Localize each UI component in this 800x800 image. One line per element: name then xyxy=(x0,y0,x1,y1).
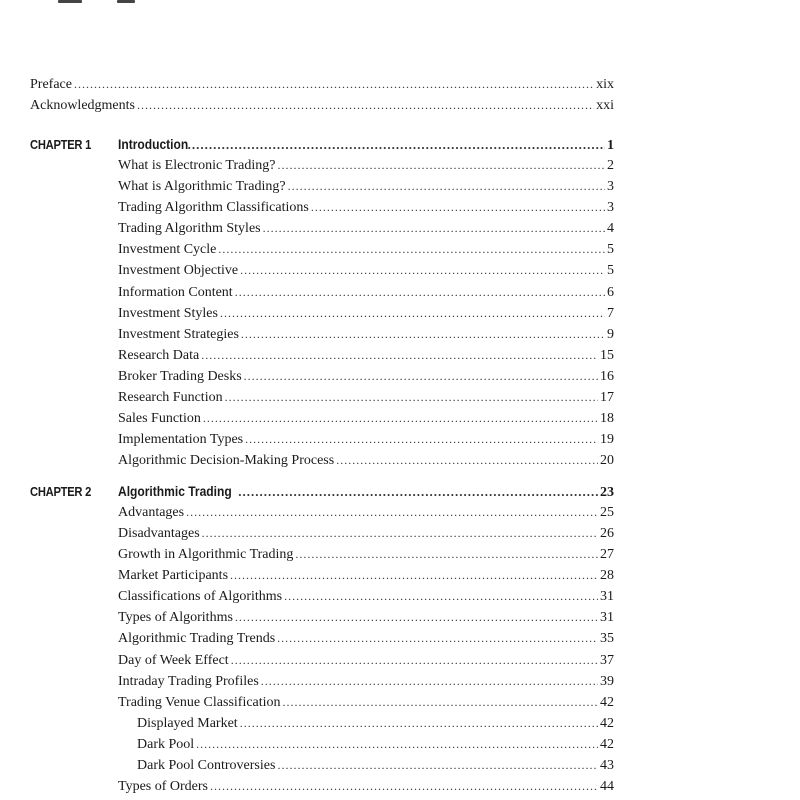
chapter-label: CHAPTER 2 xyxy=(30,484,92,499)
toc-entry[interactable] xyxy=(118,565,614,586)
toc-entry-page: xxi xyxy=(596,98,614,113)
toc-entry-title: Disadvantages xyxy=(118,526,200,541)
dot-leader xyxy=(238,481,598,503)
dot-leader xyxy=(74,74,594,95)
dot-leader xyxy=(277,628,598,649)
dot-leader xyxy=(188,134,605,156)
toc-entry-page: 20 xyxy=(600,453,614,468)
toc-entry-title: Implementation Types xyxy=(118,432,244,447)
toc-entry-title: What is Electronic Trading? xyxy=(118,158,276,173)
toc-entry[interactable] xyxy=(118,387,614,408)
toc-entry[interactable] xyxy=(118,218,614,239)
toc-entry-title: Day of Week Effect xyxy=(118,653,229,668)
dot-leader xyxy=(186,502,598,523)
toc-entry[interactable] xyxy=(118,650,614,671)
dot-leader xyxy=(203,408,598,429)
toc-entry[interactable] xyxy=(118,776,614,797)
toc-entry-page: 27 xyxy=(600,547,614,562)
toc-entry-title: Research Function xyxy=(118,390,223,405)
toc-entry[interactable] xyxy=(118,607,614,628)
dot-leader xyxy=(202,523,598,544)
toc-entry-page: xix xyxy=(596,77,614,92)
toc-entry[interactable] xyxy=(118,502,614,523)
dot-leader xyxy=(311,197,605,218)
toc-entry-page: 9 xyxy=(607,327,614,342)
toc-entry-title: Types of Algorithms xyxy=(118,610,233,625)
toc-entry-title: Investment Objective xyxy=(118,263,239,278)
chapter-title: Algorithmic Trading xyxy=(118,483,232,499)
dot-leader xyxy=(295,544,598,565)
toc-entry-page: 42 xyxy=(600,695,614,710)
toc-entry-title: Dark Pool Controversies xyxy=(137,758,276,773)
toc-entry[interactable] xyxy=(118,282,614,303)
toc-entry-title: Intraday Trading Profiles xyxy=(118,674,259,689)
dot-leader xyxy=(230,565,598,586)
dot-leader xyxy=(241,324,605,345)
toc-subentry[interactable] xyxy=(137,734,614,755)
toc-entry-page: 42 xyxy=(600,716,614,731)
toc-entry-page: 7 xyxy=(607,306,614,321)
dot-leader xyxy=(263,218,605,239)
toc-entry-page: 3 xyxy=(607,179,614,194)
toc-entry-title: Classifications of Algorithms xyxy=(118,589,283,604)
toc-entry[interactable] xyxy=(118,544,614,565)
toc-entry[interactable] xyxy=(118,345,614,366)
toc-entry-page: 37 xyxy=(600,653,614,668)
toc-entry-preface[interactable] xyxy=(30,74,614,95)
toc-entry-title: Growth in Algorithmic Trading xyxy=(118,547,294,562)
dot-leader xyxy=(235,607,598,628)
toc-entry-title: Preface xyxy=(30,77,72,92)
toc-entry-title: Trading Algorithm Classifications xyxy=(118,200,309,215)
toc-entry[interactable] xyxy=(118,366,614,387)
toc-entry[interactable] xyxy=(118,197,614,218)
dot-leader xyxy=(225,387,598,408)
toc-entry[interactable] xyxy=(118,671,614,692)
toc-entry-title: Sales Function xyxy=(118,411,201,426)
toc-entry-title: Trading Venue Classification xyxy=(118,695,281,710)
chapter-heading-1[interactable] xyxy=(30,133,614,155)
dot-leader xyxy=(240,260,605,281)
dot-leader xyxy=(277,155,605,176)
chapter-page: 1 xyxy=(607,138,614,153)
toc-entry-title: Algorithmic Trading Trends xyxy=(118,631,276,646)
toc-entry-page: 44 xyxy=(600,779,614,794)
toc-entry-title: Broker Trading Desks xyxy=(118,369,242,384)
toc-entry-title: Advantages xyxy=(118,505,185,520)
toc-entry[interactable] xyxy=(118,628,614,649)
toc-entry[interactable] xyxy=(118,692,614,713)
dot-leader xyxy=(336,450,598,471)
toc-subentry[interactable] xyxy=(137,713,614,734)
toc-entry-title: What is Algorithmic Trading? xyxy=(118,179,286,194)
toc-entry-page: 16 xyxy=(600,369,614,384)
toc-entry-page: 2 xyxy=(607,158,614,173)
header-remnant xyxy=(117,0,135,3)
toc-entry-acknowledgments[interactable] xyxy=(30,95,614,116)
chapter-title: Introduction xyxy=(118,136,189,152)
header-remnant xyxy=(58,0,82,3)
toc-entry-page: 39 xyxy=(600,674,614,689)
toc-entry-page: 26 xyxy=(600,526,614,541)
toc-entry-title: Acknowledgments xyxy=(30,98,135,113)
toc-entry-title: Trading Algorithm Styles xyxy=(118,221,261,236)
dot-leader xyxy=(210,776,598,797)
dot-leader xyxy=(261,671,598,692)
dot-leader xyxy=(277,755,598,776)
toc-entry[interactable] xyxy=(118,523,614,544)
toc-entry[interactable] xyxy=(118,239,614,260)
toc-entry-page: 42 xyxy=(600,737,614,752)
toc-entry-title: Information Content xyxy=(118,285,233,300)
toc-entry-page: 6 xyxy=(607,285,614,300)
toc-entry-page: 31 xyxy=(600,589,614,604)
dot-leader xyxy=(220,303,605,324)
dot-leader xyxy=(245,429,598,450)
toc-entry-page: 5 xyxy=(607,242,614,257)
toc-entry-title: Research Data xyxy=(118,348,200,363)
dot-leader xyxy=(244,366,598,387)
toc-entry-page: 31 xyxy=(600,610,614,625)
dot-leader xyxy=(137,95,594,116)
dot-leader xyxy=(283,692,598,713)
toc-entry[interactable] xyxy=(118,586,614,607)
toc-entry[interactable] xyxy=(118,429,614,450)
toc-entry-page: 18 xyxy=(600,411,614,426)
dot-leader xyxy=(196,734,598,755)
dot-leader xyxy=(240,713,598,734)
toc-entry-page: 17 xyxy=(600,390,614,405)
toc-entry-title: Types of Orders xyxy=(118,779,208,794)
toc-entry-page: 25 xyxy=(600,505,614,520)
dot-leader xyxy=(288,176,605,197)
dot-leader xyxy=(235,282,605,303)
toc-entry-title: Investment Strategies xyxy=(118,327,239,342)
toc-entry[interactable] xyxy=(118,408,614,429)
toc-entry-page: 28 xyxy=(600,568,614,583)
toc-entry[interactable] xyxy=(118,303,614,324)
toc-entry-page: 5 xyxy=(607,263,614,278)
dot-leader xyxy=(284,586,598,607)
dot-leader xyxy=(218,239,605,260)
chapter-label: CHAPTER 1 xyxy=(30,137,92,152)
toc-entry-title: Displayed Market xyxy=(137,716,238,731)
toc-entry-page: 3 xyxy=(607,200,614,215)
toc-entry-title: Investment Cycle xyxy=(118,242,217,257)
toc-entry[interactable] xyxy=(118,155,614,176)
toc-entry-page: 35 xyxy=(600,631,614,646)
toc-entry-title: Dark Pool xyxy=(137,737,195,752)
toc-entry-page: 43 xyxy=(600,758,614,773)
toc-entry-page: 4 xyxy=(607,221,614,236)
dot-leader xyxy=(231,650,598,671)
chapter-page: 23 xyxy=(600,485,614,500)
toc-entry-title: Investment Styles xyxy=(118,306,218,321)
toc-entry-page: 19 xyxy=(600,432,614,447)
toc-entry[interactable] xyxy=(118,260,614,281)
dot-leader xyxy=(201,345,598,366)
toc-entry-title: Algorithmic Decision-Making Process xyxy=(118,453,335,468)
toc-entry-page: 15 xyxy=(600,348,614,363)
toc-entry[interactable] xyxy=(118,450,614,471)
toc-entry-title: Market Participants xyxy=(118,568,229,583)
toc-entry[interactable] xyxy=(118,176,614,197)
toc-entry[interactable] xyxy=(118,324,614,345)
toc-subentry[interactable] xyxy=(137,755,614,776)
chapter-heading-2[interactable] xyxy=(30,480,614,502)
